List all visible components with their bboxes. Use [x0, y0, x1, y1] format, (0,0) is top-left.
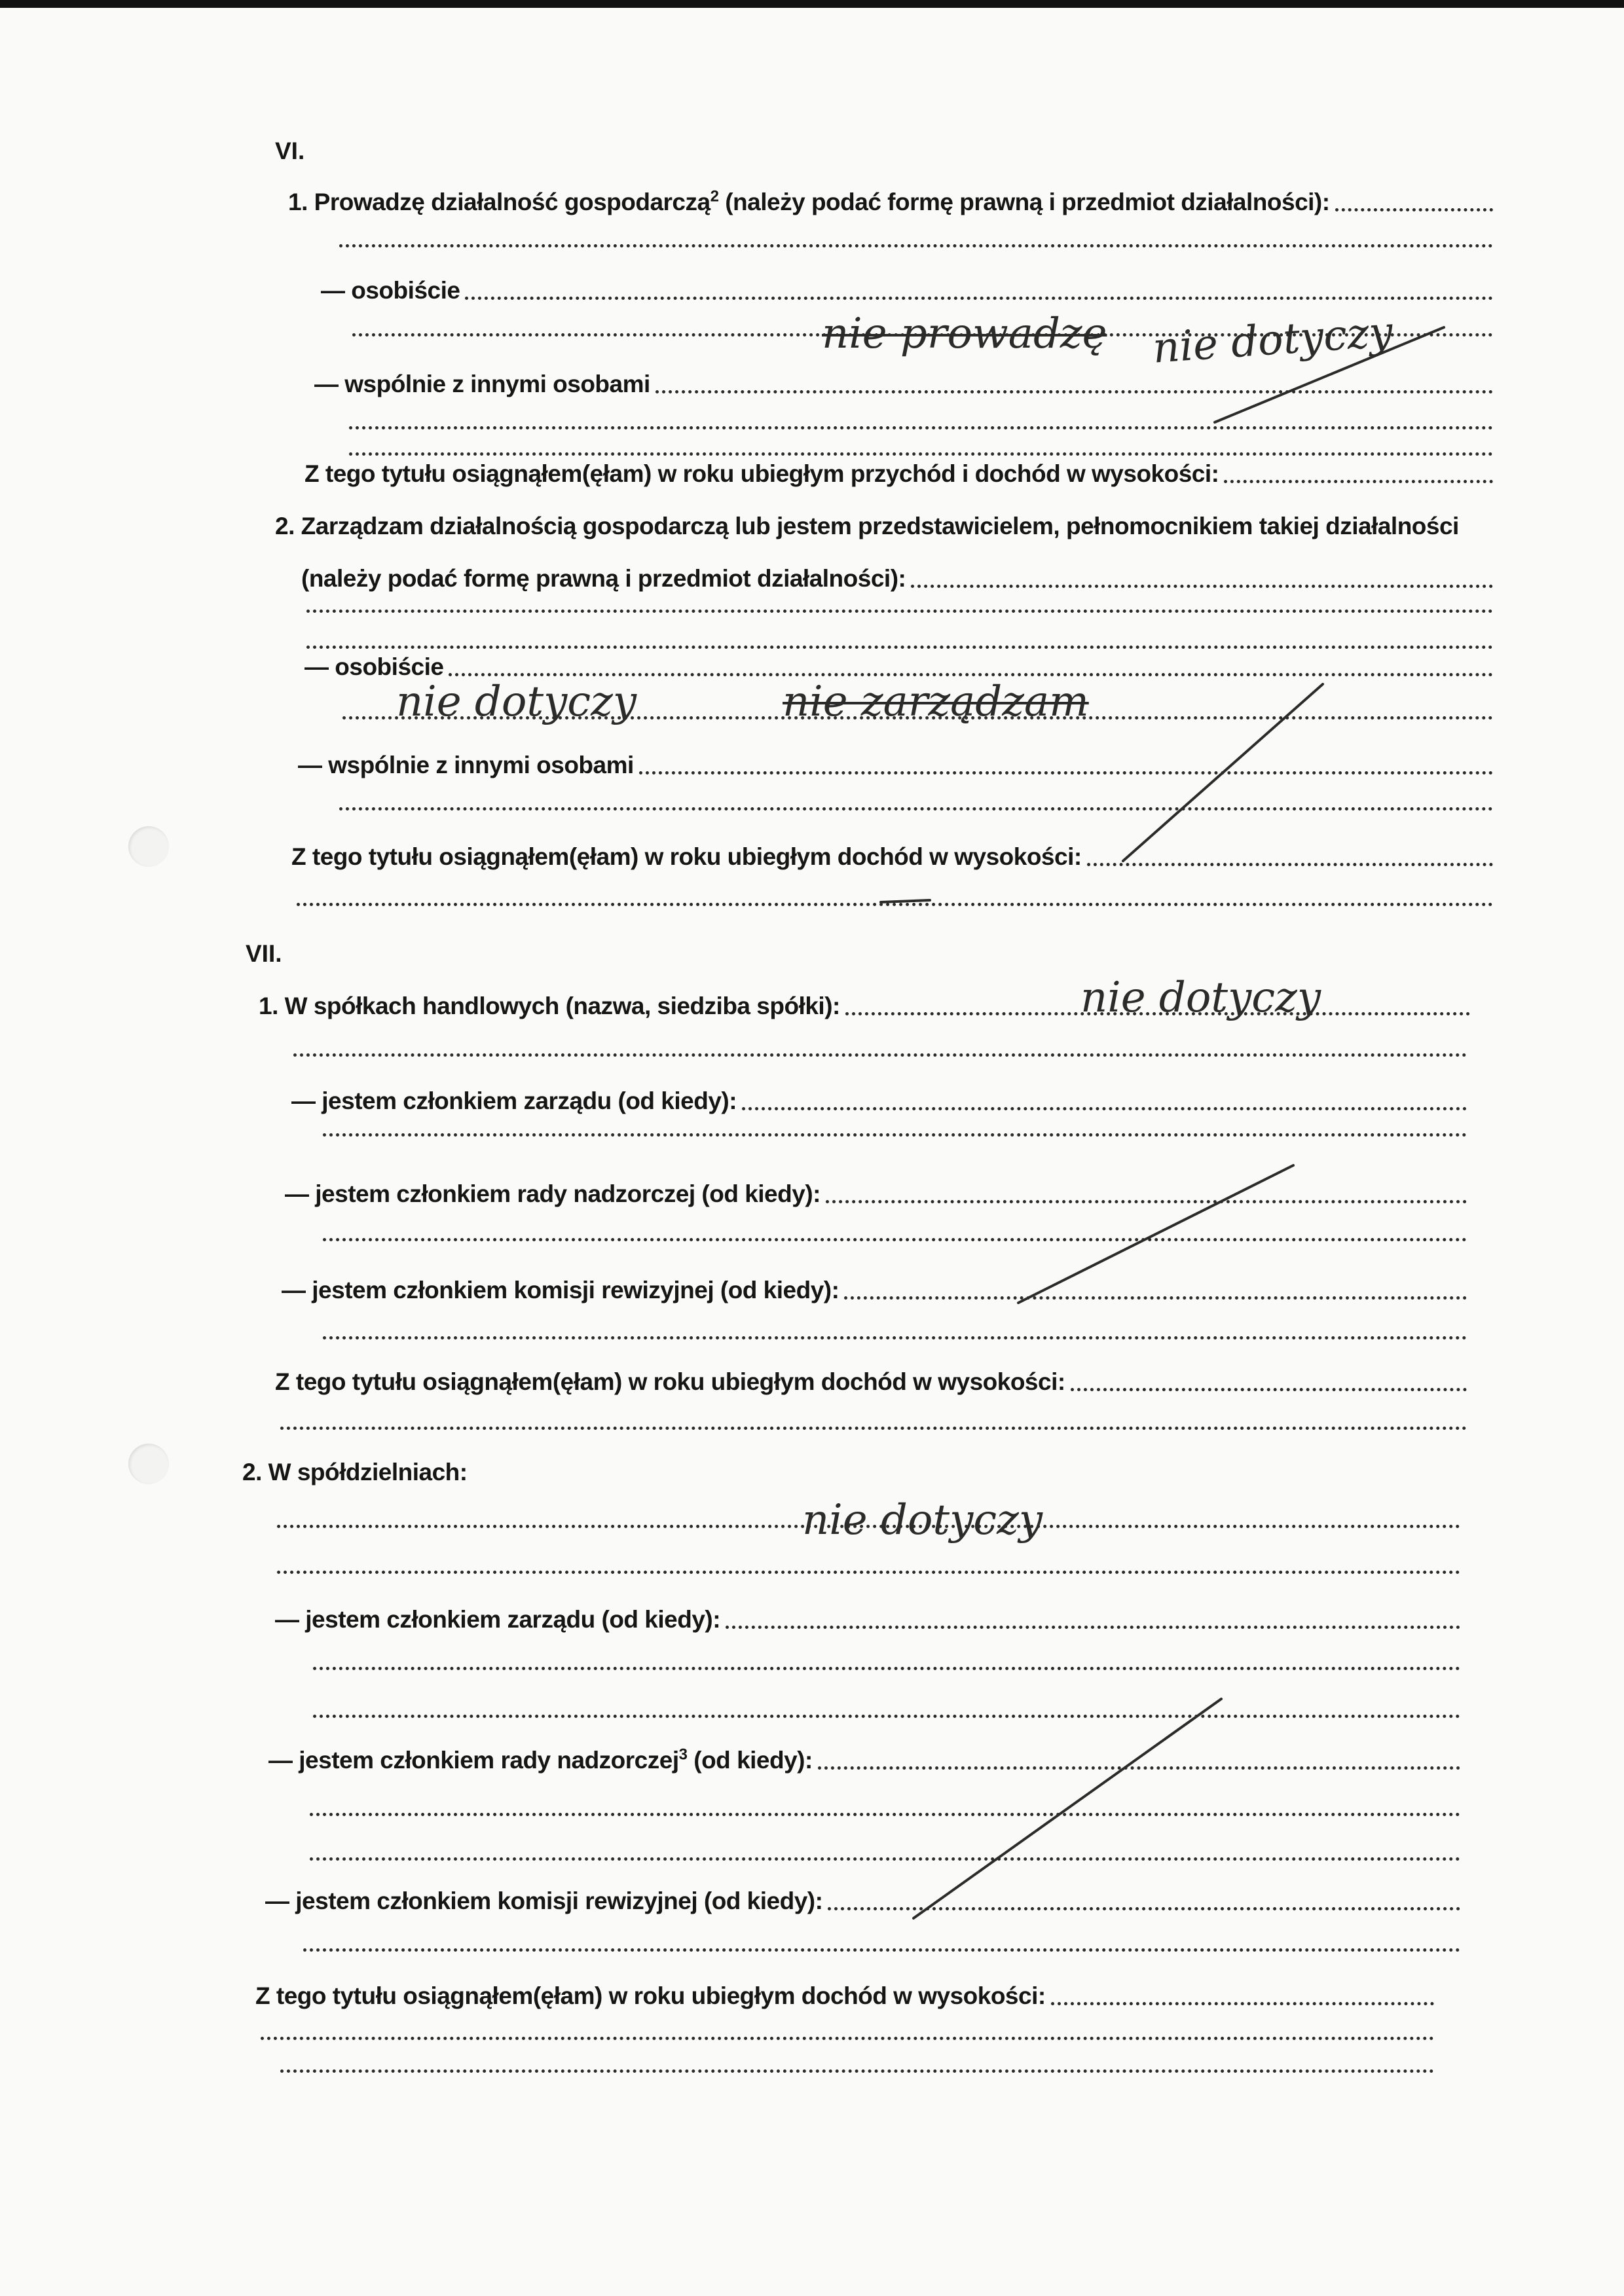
handwritten-vi2-note: nie dotyczy — [396, 678, 637, 726]
section-vi-heading: VI. — [275, 137, 305, 164]
handwritten-vii1-note: nie dotyczy — [1080, 974, 1321, 1022]
vii-1-income-label: Z tego tytułu osiągnąłem(ęłam) w roku ubiegłym dochód w wysokości: — [275, 1368, 1065, 1395]
vi-1-label-tail: (należy podać formę prawną i przedmiot działalności): — [718, 189, 1330, 215]
underline-mark-vi2-income — [881, 900, 930, 902]
vii-2-supervisory-label: — jestem członkiem rady nadzorczej — [268, 1747, 679, 1774]
vii-2-board-label: — jestem członkiem zarządu (od kiedy): — [275, 1606, 721, 1633]
vii-2-supervisory-tail: (od kiedy): — [687, 1747, 813, 1774]
vi-2-income-label: Z tego tytułu osiągnąłem(ęłam) w roku ubiegłym dochód w wysokości: — [291, 843, 1082, 870]
footnote-3: 3 — [678, 1745, 688, 1764]
vii-2-audit-label: — jestem członkiem komisji rewizyjnej (od kiedy): — [265, 1887, 823, 1914]
handwritten-vi1-struck: nie prowadzę — [822, 310, 1107, 358]
section-vii-heading: VII. — [246, 940, 282, 967]
strike-slash-vi2 — [1123, 684, 1323, 861]
vi-1-income-label: Z tego tytułu osiągnąłem(ęłam) w roku ubiegłym przychód i dochód w wysokości: — [304, 460, 1219, 487]
handwritten-vi1-note: nie dotyczy — [1151, 308, 1395, 373]
vi-2-personally-label: — osobiście — [304, 653, 444, 680]
vi-2-jointly-label: — wspólnie z innymi osobami — [298, 752, 634, 778]
strike-slash-vii2 — [913, 1699, 1221, 1918]
vi-1-jointly-label: — wspólnie z innymi osobami — [314, 371, 650, 397]
handwritten-vii2-note: nie dotyczy — [802, 1496, 1043, 1544]
footnote-2: 2 — [710, 187, 719, 206]
strike-slash-vi1 — [1215, 327, 1444, 422]
vi-1-personally-label: — osobiście — [321, 277, 460, 304]
vii-2-income-label: Z tego tytułu osiągnąłem(ęłam) w roku ubiegłym dochód w wysokości: — [255, 1982, 1046, 2009]
vii-2-label: 2. W spółdzielniach: — [242, 1459, 468, 1485]
vi-1-label-text: 1. Prowadzę działalność gospodarczą — [288, 189, 710, 215]
vii-1-audit-label: — jestem członkiem komisji rewizyjnej (od kiedy): — [282, 1277, 840, 1303]
strike-slash-vii1 — [1018, 1165, 1293, 1303]
vii-1-label: 1. W spółkach handlowych (nazwa, siedziba spółki): — [259, 993, 840, 1019]
vii-1-supervisory-label: — jestem członkiem rady nadzorczej (od kiedy): — [285, 1180, 821, 1207]
vi-2-label-tail: (należy podać formę prawną i przedmiot działalności): — [301, 565, 906, 592]
handwritten-vi2-struck: nie zarządzam — [783, 678, 1089, 726]
vi-2-label: 2. Zarządzam działalnością gospodarczą lub jestem przedstawicielem, pełnomocnikiem takiej działalności — [275, 513, 1459, 539]
vii-1-board-label: — jestem członkiem zarządu (od kiedy): — [291, 1087, 737, 1114]
